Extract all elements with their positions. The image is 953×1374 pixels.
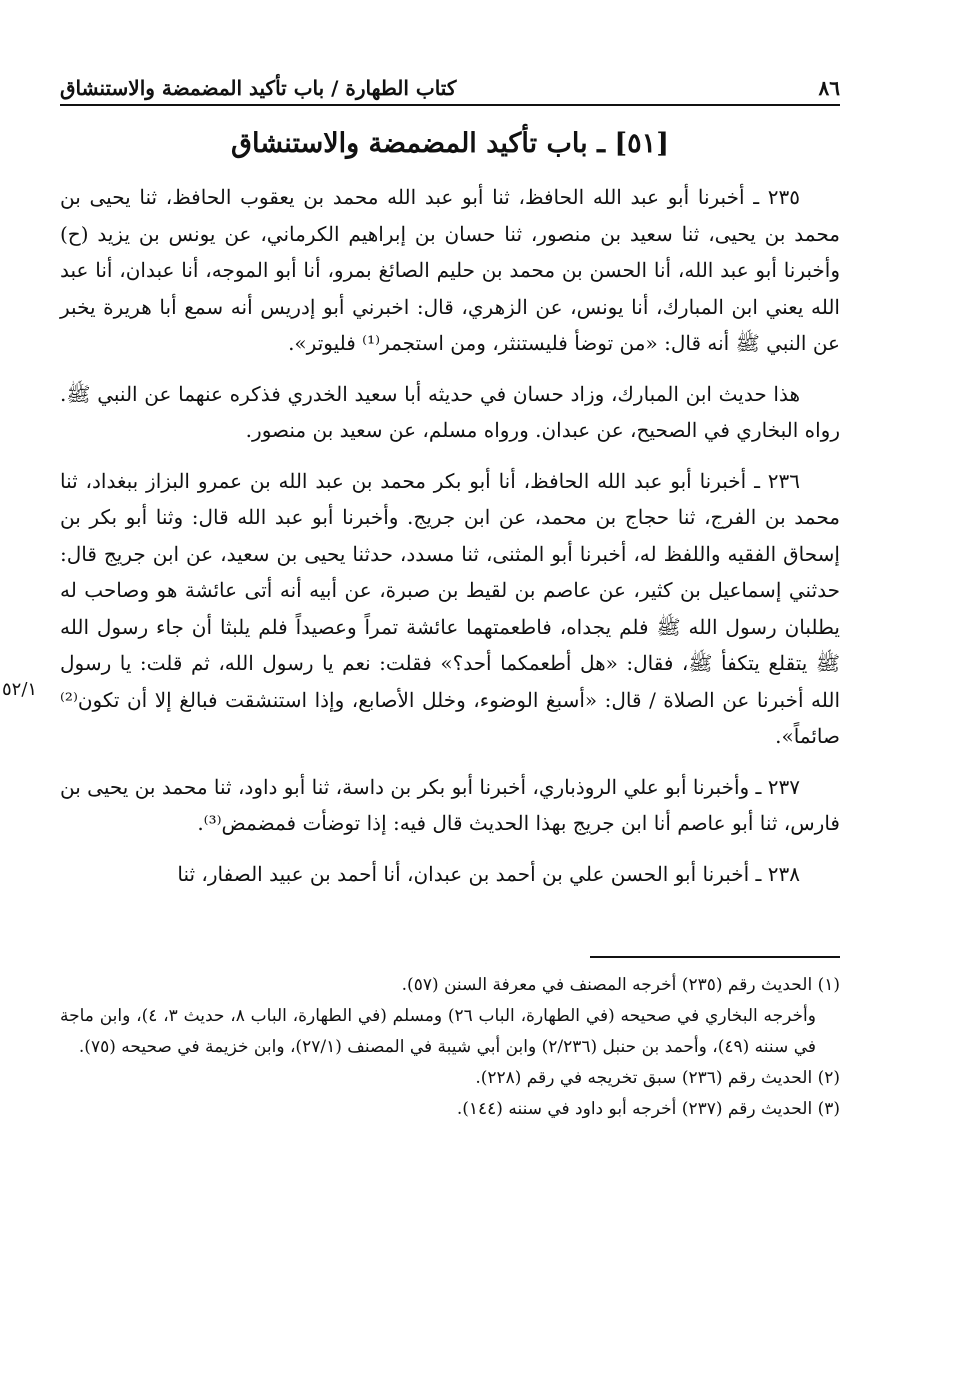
chapter-title: [٥١] ـ باب تأكيد المضمضة والاستنشاق [231,128,669,159]
commentary-paragraph: هذا حديث ابن المبارك، وزاد حسان في حديثه أبا سعيد الخدري فذكره عنهما عن النبي ﷺ. رواه البخاري في الصحيح، عن عبدان. ورواه مسلم، عن سعيد بن منصور. [60,381,840,442]
footnote-3: (٣) الحديث رقم (٢٣٧) أخرجه أبو داود في سننه (١٤٤). [456,1099,840,1119]
hadith-235: ٢٣٥ ـ أخبرنا أبو عبد الله الحافظ، ثنا أبو عبد الله محمد بن يعقوب الحافظ، ثنا يحيى بن محمد بن يحيى، ثنا سعيد بن منصور، ثنا حسان بن إبراهيم الكرماني، عن يونس بن يزيد (ح) وأخبرنا أبو عبد الله، أنا الحسن بن محمد بن حليم الصائغ بمرو، أنا أبو الموجه، أنا عبدان، أنا عبد الله يعني ابن المبارك، أنا يونس، عن الزهري، قال: اخبرني أبو إدريس أنه سمع أبا هريرة يخبر عن النبي ﷺ أنه قال: «من توضأ فليستنثر، ومن استجمر⁽¹⁾ فليوتر». [60,185,840,355]
hadith-237: ٢٣٧ ـ وأخبرنا أبو علي الروذباري، أخبرنا أبو بكر بن داسة، ثنا أبو داود، ثنا محمد بن يحيى بن فارس، ثنا أبو عاصم أنا ابن جريج بهذا الحديث قال فيه: إذا توضأت فمضمض⁽³⁾. [60,774,840,835]
hadith-238: ٢٣٨ ـ أخبرنا أبو الحسن علي بن أحمد بن عبدان، أنا أحمد بن عبيد الصفار، ثنا [177,861,800,886]
hadith-236: ٢٣٦ ـ أخبرنا أبو عبد الله الحافظ، أنا أبو بكر محمد بن عبد الله بن عمرو البزاز ببغداد، ثنا محمد بن الفرج، ثنا حجاج بن محمد، عن ابن جريج. وأخبرنا أبو عبد الله قال: وثنا أبو بكر بن إسحاق الفقيه واللفظ له، أخبرنا أبو المثنى، ثنا مسدد، حدثنا يحيى بن سعيد، عن ابن جريج قال: حدثني إسماعيل بن كثير، عن عاصم بن لقيط بن صبرة، عن أبيه أنه أتى عائشة هو وصاحب له يطلبان رسول الله ﷺ فلم يجداه، فاطعمتهما عائشة تمراً وعصيداً فلم يلبثا أن جاء رسول الله ﷺ يتقلع يتكفأ ﷺ، فقال: «هل أطعمكما أحد؟» فقلت: نعم يا رسول الله، ثم قلت: يا رسول الله أخبرنا عن الصلاة / قال: «أسبغ الوضوء، وخلل الأصابع، وإذا استنشقت فبالغ إلا أن تكون⁽²⁾ صائماً». [60,468,840,748]
page-number: ٨٦ [818,76,840,100]
footnote-1-continuation: وأخرجه البخاري في صحيحه (في الطهارة، الباب ٢٦) ومسلم (في الطهارة، الباب ٨، حديث ٣، ٤)، وابن ماجة في سننه (٤٩)، وأحمد بن حنبل (٢/٢٣٦) وابن أبي شيبة في المصنف (٢٧/١)، وابن خزيمة في صحيحه (٧٥). [60,1006,816,1057]
footnote-1: (١) الحديث رقم (٢٣٥) أخرجه المصنف في معرفة السنن (٥٧). [401,975,840,995]
footnotes [60,970,840,1125]
book-page [2,60,840,1125]
footnote-separator [590,956,840,958]
footnote-2: (٢) الحديث رقم (٢٣٦) سبق تخريجه في رقم (٢٢٨). [475,1068,840,1088]
running-title: كتاب الطهارة / باب تأكيد المضمضة والاستنشاق [60,76,457,100]
manuscript-folio-marker: ٥٢/١ [2,678,38,700]
running-header [60,60,840,106]
hadith-236-block [2,463,840,755]
